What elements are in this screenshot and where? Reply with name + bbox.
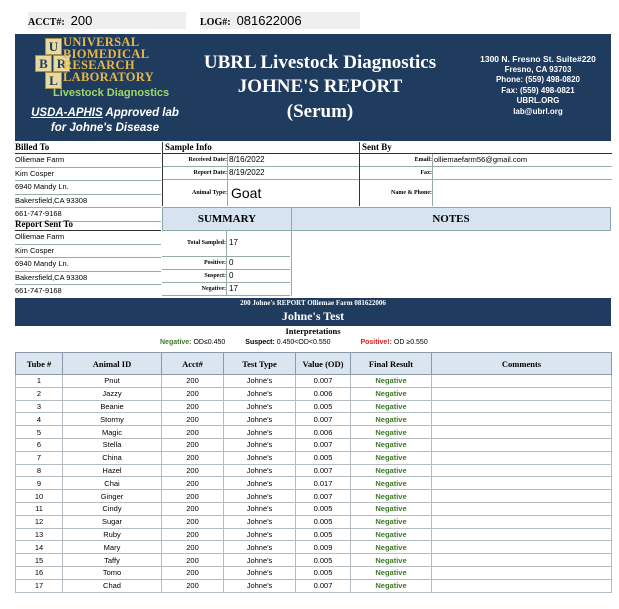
final-result-cell: Negative: [351, 579, 432, 592]
animal-id-cell: Sugar: [63, 515, 162, 528]
acct-label: ACCT#:: [28, 17, 65, 28]
final-result-cell: Negative: [351, 541, 432, 554]
test-type-cell: Johne's: [224, 400, 296, 413]
acct-cell: 200: [162, 451, 224, 464]
test-type-cell: Johne's: [224, 554, 296, 567]
results-body: [16, 375, 612, 593]
table-row: [16, 566, 612, 579]
table-row: [16, 490, 612, 503]
od-value-cell: 0.005: [296, 554, 351, 567]
acct-value: 200: [70, 13, 93, 28]
od-value-cell: 0.017: [296, 477, 351, 490]
total-sampled-label: Total Sampled:: [187, 240, 226, 246]
test-title: Johne's Test: [281, 309, 345, 323]
od-value-cell: 0.006: [296, 387, 351, 400]
acct-cell: 200: [162, 477, 224, 490]
final-result-cell: Negative: [351, 375, 432, 388]
table-row: [16, 387, 612, 400]
suspect-count-label: Suspect:: [204, 273, 226, 279]
tube-number-cell: 16: [16, 566, 63, 579]
logo-letter-r: R: [53, 55, 70, 72]
report-title: [185, 51, 455, 125]
acct-cell: 200: [162, 554, 224, 567]
test-type-cell: Johne's: [224, 515, 296, 528]
animal-id-cell: Taffy: [63, 554, 162, 567]
lab-address: [467, 54, 609, 117]
tube-number-cell: 15: [16, 554, 63, 567]
address-line: Phone: (559) 498-0820: [495, 75, 581, 84]
acct-cell: 200: [162, 528, 224, 541]
acct-cell: 200: [162, 515, 224, 528]
od-value-cell: 0.007: [296, 438, 351, 451]
comments-cell: [432, 490, 612, 503]
animal-id-cell: Pnut: [63, 375, 162, 388]
report-sent-to-line: Kim Cosper: [15, 245, 161, 259]
od-value-cell: 0.005: [296, 566, 351, 579]
tube-number-cell: 6: [16, 438, 63, 451]
comments-cell: [432, 438, 612, 451]
log-label: LOG#:: [200, 17, 231, 28]
name-phone-label: Name & Phone:: [391, 190, 432, 196]
final-result-cell: Negative: [351, 477, 432, 490]
test-type-cell: Johne's: [224, 477, 296, 490]
od-value-cell: 0.007: [296, 464, 351, 477]
usda-aphis-link: USDA-APHIS: [31, 107, 103, 119]
suspect-range-label: Suspect:: [245, 339, 275, 346]
sent-by-section: [359, 142, 612, 206]
animal-id-cell: Tomo: [63, 566, 162, 579]
logo-letter-l: L: [45, 72, 62, 89]
acct-cell: 200: [162, 387, 224, 400]
negative-range-label: Negative:: [160, 339, 192, 346]
od-value-cell: 0.005: [296, 528, 351, 541]
od-value-cell: 0.007: [296, 579, 351, 592]
final-result-cell: Negative: [351, 400, 432, 413]
logo-letter-u: U: [45, 38, 62, 55]
final-result-cell: Negative: [351, 438, 432, 451]
address-line: Fresno, CA 93703: [504, 64, 572, 74]
summary-heading: SUMMARY: [162, 207, 292, 231]
animal-id-cell: Ruby: [63, 528, 162, 541]
report-sent-to-line: 6940 Mandy Ln.: [15, 258, 161, 272]
test-report-line: 200 Johne's REPORT Olliemae Farm 081622006: [240, 299, 386, 307]
summary-values: [162, 230, 290, 296]
final-result-cell: Negative: [351, 464, 432, 477]
table-row: [16, 400, 612, 413]
tube-number-cell: 4: [16, 413, 63, 426]
tube-number-cell: 8: [16, 464, 63, 477]
log-value: 081622006: [236, 13, 302, 28]
positive-count-value: 0: [226, 257, 233, 269]
title-line-2: JOHNE'S REPORT: [237, 76, 403, 97]
od-value-cell: 0.009: [296, 541, 351, 554]
acct-cell: 200: [162, 400, 224, 413]
logo-subtitle: Livestock Diagnostics: [53, 87, 170, 99]
final-result-cell: Negative: [351, 426, 432, 439]
comments-cell: [432, 515, 612, 528]
tube-number-cell: 12: [16, 515, 63, 528]
tube-number-cell: 9: [16, 477, 63, 490]
report-sent-to-line: 661-747-9168: [15, 285, 161, 299]
address-line: Fax: (559) 498-0821: [501, 85, 575, 95]
comments-cell: [432, 375, 612, 388]
table-row: [16, 451, 612, 464]
title-line-1: UBRL Livestock Diagnostics: [203, 52, 437, 73]
comments-cell: [432, 541, 612, 554]
report-header: [15, 34, 611, 141]
sample-info-section: [162, 142, 360, 206]
name-phone-value: [432, 180, 612, 206]
logo-line: UNIVERSAL: [63, 35, 140, 49]
interpretations-ranges: [160, 338, 540, 348]
animal-id-cell: Magic: [63, 426, 162, 439]
acct-cell: 200: [162, 579, 224, 592]
animal-id-cell: Beanie: [63, 400, 162, 413]
positive-range-label: Positive!:: [360, 339, 392, 346]
usda-approval: [20, 106, 190, 136]
received-date-value: 8/16/2022: [229, 155, 265, 164]
test-type-cell: Johne's: [224, 541, 296, 554]
test-type-cell: Johne's: [224, 490, 296, 503]
table-row: [16, 477, 612, 490]
positive-count-label: Positive:: [204, 260, 226, 266]
animal-id-cell: Cindy: [63, 502, 162, 515]
final-result-cell: Negative: [351, 554, 432, 567]
billed-to-line: Kim Cosper: [15, 168, 161, 182]
test-type-cell: Johne's: [224, 464, 296, 477]
report-date-value: 8/19/2022: [229, 168, 265, 177]
negative-range: OD≤0.450: [191, 339, 226, 346]
od-value-cell: 0.006: [296, 426, 351, 439]
animal-id-cell: Hazel: [63, 464, 162, 477]
test-type-cell: Johne's: [224, 413, 296, 426]
table-row: [16, 515, 612, 528]
acct-cell: 200: [162, 413, 224, 426]
final-result-cell: Negative: [351, 502, 432, 515]
acct-cell: 200: [162, 502, 224, 515]
column-header: Value (OD): [296, 353, 351, 375]
column-header: Comments: [432, 353, 612, 375]
negative-count-label: Negative:: [201, 286, 226, 292]
animal-type-label: Animal Type:: [192, 190, 227, 196]
final-result-cell: Negative: [351, 451, 432, 464]
final-result-cell: Negative: [351, 515, 432, 528]
column-header: Tube #: [16, 353, 63, 375]
billed-to-line: Olliemae Farm: [15, 154, 161, 168]
comments-cell: [432, 426, 612, 439]
logo-line: RESEARCH: [63, 58, 135, 72]
usda-line2: for Johne's Disease: [50, 122, 160, 134]
comments-cell: [432, 400, 612, 413]
notes-heading: NOTES: [291, 207, 611, 231]
interpretations-heading: Interpretations: [285, 326, 341, 336]
fax-value: [432, 167, 612, 179]
comments-cell: [432, 502, 612, 515]
animal-id-cell: China: [63, 451, 162, 464]
test-type-cell: Johne's: [224, 426, 296, 439]
acct-cell: 200: [162, 464, 224, 477]
billed-to-heading: Billed To: [15, 142, 161, 154]
table-row: [16, 426, 612, 439]
table-row: [16, 554, 612, 567]
positive-range: OD ≥0.550: [391, 339, 428, 346]
logo-letter-b: B: [35, 55, 52, 72]
comments-cell: [432, 413, 612, 426]
negative-count-value: 17: [226, 283, 238, 295]
od-value-cell: 0.005: [296, 515, 351, 528]
table-row: [16, 502, 612, 515]
animal-id-cell: Chad: [63, 579, 162, 592]
animal-id-cell: Stormy: [63, 413, 162, 426]
test-type-cell: Johne's: [224, 566, 296, 579]
results-table: [15, 352, 612, 593]
billed-to-line: Bakersfield,CA 93308: [15, 195, 161, 209]
report-date-label: Report Date:: [193, 170, 227, 176]
billed-to-section: [15, 142, 161, 222]
acct-cell: 200: [162, 426, 224, 439]
acct-cell: 200: [162, 566, 224, 579]
comments-cell: [432, 387, 612, 400]
final-result-cell: Negative: [351, 566, 432, 579]
final-result-cell: Negative: [351, 387, 432, 400]
test-type-cell: Johne's: [224, 438, 296, 451]
final-result-cell: Negative: [351, 528, 432, 541]
comments-cell: [432, 566, 612, 579]
column-header: Test Type: [224, 353, 296, 375]
suspect-count-value: 0: [226, 270, 233, 282]
animal-id-cell: Chai: [63, 477, 162, 490]
table-row: [16, 464, 612, 477]
tube-number-cell: 2: [16, 387, 63, 400]
acct-cell: 200: [162, 438, 224, 451]
report-sent-to-line: Olliemae Farm: [15, 231, 161, 245]
comments-cell: [432, 451, 612, 464]
billed-to-line: 6940 Mandy Ln.: [15, 181, 161, 195]
test-type-cell: Johne's: [224, 451, 296, 464]
table-row: [16, 438, 612, 451]
animal-type-value: Goat: [227, 180, 261, 206]
od-value-cell: 0.007: [296, 490, 351, 503]
test-type-cell: Johne's: [224, 375, 296, 388]
column-header: Final Result: [351, 353, 432, 375]
tube-number-cell: 17: [16, 579, 63, 592]
acct-box: [28, 12, 186, 29]
address-line: UBRL.ORG: [516, 96, 560, 105]
tube-number-cell: 7: [16, 451, 63, 464]
report-sent-to-heading: Report Sent To: [15, 219, 161, 231]
table-row: [16, 413, 612, 426]
od-value-cell: 0.005: [296, 451, 351, 464]
email-label: Email:: [414, 157, 432, 163]
final-result-cell: Negative: [351, 413, 432, 426]
report-sent-to-section: [15, 219, 161, 299]
tube-number-cell: 11: [16, 502, 63, 515]
animal-id-cell: Ginger: [63, 490, 162, 503]
comments-cell: [432, 477, 612, 490]
test-header: [15, 298, 611, 326]
final-result-cell: Negative: [351, 490, 432, 503]
table-row: [16, 541, 612, 554]
tube-number-cell: 10: [16, 490, 63, 503]
tube-number-cell: 13: [16, 528, 63, 541]
comments-cell: [432, 528, 612, 541]
report-sent-to-line: Bakersfield,CA 93308: [15, 272, 161, 286]
acct-cell: 200: [162, 490, 224, 503]
od-value-cell: 0.005: [296, 502, 351, 515]
test-type-cell: Johne's: [224, 579, 296, 592]
suspect-range: 0.450<OD<0.550: [274, 339, 331, 346]
column-header: Acct#: [162, 353, 224, 375]
sent-by-heading: Sent By: [360, 142, 612, 154]
tube-number-cell: 1: [16, 375, 63, 388]
tube-number-cell: 5: [16, 426, 63, 439]
comments-cell: [432, 554, 612, 567]
animal-id-cell: Jazzy: [63, 387, 162, 400]
test-type-cell: Johne's: [224, 502, 296, 515]
test-type-cell: Johne's: [224, 387, 296, 400]
animal-id-cell: Stella: [63, 438, 162, 451]
billed-to-line: 661-747-9168: [15, 208, 161, 222]
received-date-label: Received Date:: [188, 157, 227, 163]
column-header: Animal ID: [63, 353, 162, 375]
od-value-cell: 0.005: [296, 400, 351, 413]
acct-cell: 200: [162, 375, 224, 388]
sample-info-heading: Sample Info: [163, 142, 360, 154]
logo-line: BIOMEDICAL: [63, 46, 150, 61]
fax-label: Fax:: [420, 170, 432, 176]
notes-area: [291, 230, 611, 296]
logo-wordmark: [63, 37, 154, 83]
comments-cell: [432, 579, 612, 592]
table-row: [16, 375, 612, 388]
od-value-cell: 0.007: [296, 375, 351, 388]
tube-number-cell: 3: [16, 400, 63, 413]
usda-line1: Approved lab: [102, 107, 179, 119]
table-row: [16, 528, 612, 541]
logo-line: LABORATORY: [63, 69, 155, 84]
animal-id-cell: Mary: [63, 541, 162, 554]
address-line: lab@ubrl.org: [513, 106, 563, 116]
tube-number-cell: 14: [16, 541, 63, 554]
acct-cell: 200: [162, 541, 224, 554]
address-line: 1300 N. Fresno St. Suite#220: [480, 54, 596, 64]
comments-cell: [432, 464, 612, 477]
test-type-cell: Johne's: [224, 528, 296, 541]
title-line-3: (Serum): [286, 101, 354, 122]
table-row: [16, 579, 612, 592]
log-box: [200, 12, 360, 29]
total-sampled-value: 17: [226, 230, 238, 256]
email-value: olliemaefarm56@gmail.com: [434, 155, 528, 164]
table-header-row: [16, 353, 612, 375]
od-value-cell: 0.007: [296, 413, 351, 426]
